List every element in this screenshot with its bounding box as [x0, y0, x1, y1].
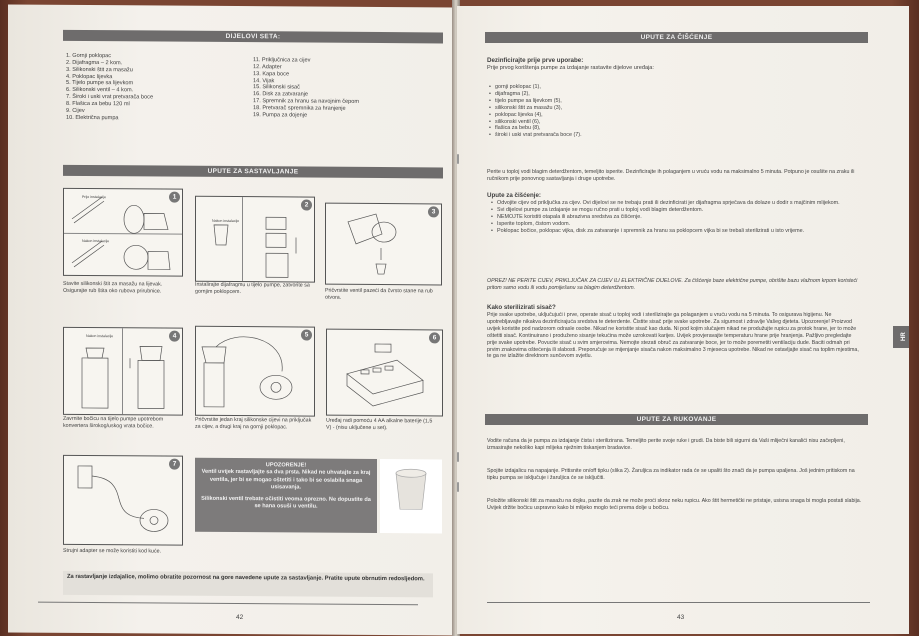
disinfect-intro: Prije prvog korištenja pumpe za izdajanje rastavite dijelove uređaja: — [487, 65, 654, 71]
binding-clip — [457, 452, 459, 462]
parts-list-item: 1. Gornji poklopac — [66, 52, 112, 60]
step-4-figure — [63, 327, 183, 416]
disinfect-list-item: • široki i uski vrat pretvarača boce (7). — [489, 132, 582, 139]
disinfect-list-item: • flašica za bebu (8), — [489, 125, 582, 132]
step-1-label-before: Prije instalacije — [82, 194, 106, 200]
wash-text: Perite u toploj vodi blagim deterdžentom, temeljito isperite. Dezinficirajte ih polaganjem u vruću vodu na maksimalno 5 minuta. Potpuno je osušite na zraku ili ručnikom prije ponovnog sastavljanja i druge upotrebe. — [487, 169, 855, 182]
parts-list-item: 12. Adapter — [253, 63, 282, 71]
left-page — [8, 4, 454, 635]
parts-list-item: 19. Pumpa za dojenje — [253, 111, 308, 119]
pump-body-diaphragm-icon — [196, 197, 314, 282]
step-1-text: Stavite silikonski štit za masažu na lijevak. Osigurajte rub štita oko rubova prirubnice. — [63, 280, 163, 295]
parts-header: DIJELOVI SETA: — [63, 30, 443, 44]
step-7-figure — [63, 455, 183, 546]
parts-list-item: 6. Silikonski ventil – 4 kom. — [66, 87, 134, 94]
use-paragraph-1: Vodite računa da je pumpa za izdajanje čista i sterilizirana. Temeljito perite svoje ruke i grudi. Da biste bili sigurni da Vaši mliječni kanalići nisu začepljeni, izmasirajte nekoliko kapi mlijeka nježnim tiskanjem bradavice. — [487, 438, 845, 451]
step-4-number: 4 — [169, 331, 180, 342]
step-5-number: 5 — [301, 329, 312, 340]
valve-photo — [380, 459, 442, 533]
sterilize-title: Kako sterilizirati sisač? — [487, 304, 556, 311]
assembly-header: UPUTE ZA SASTAVLJANJE — [63, 165, 443, 179]
step-3-number: 3 — [428, 206, 439, 217]
clean-list-item: • Svi dijelovi pumpe za izdajanje se mogu ručno prati u toploj vodi blagim deterdžentom. — [491, 207, 861, 214]
disinfect-list-item: • silikonski ventil (6), — [489, 119, 582, 126]
battery-compartment-icon — [327, 330, 442, 416]
disassembly-note: Za rastavljanje izdajalice, molimo obratite pozornost na gore navedene upute za sastavljanje. Pratite upute obrnutim redosljedom. — [63, 571, 433, 598]
silicone-valve-icon — [380, 459, 442, 533]
cleaning-header: UPUTE ZA ČIŠĆENJE — [485, 32, 868, 43]
clean-title: Upute za čišćenje: — [487, 192, 541, 199]
step-5-text: Pričvrstite jedan kraj silikonske cijevi na priključak za cijev, a drugi kraj na gornji poklopac. — [195, 416, 312, 431]
disinfect-list-item: • silikonski štit za masažu (3), — [489, 105, 582, 112]
right-page — [457, 6, 909, 634]
warning-paragraph-2: Silikonski ventil trebate očistiti veoma oprezno. Ne dopustite da se hana osuši u ventilu. — [201, 495, 371, 510]
use-header: UPUTE ZA RUKOVANJE — [485, 414, 868, 425]
footer-rule — [38, 602, 418, 606]
step-4-text: Zavrnite bočicu na tijelo pumpe upotrebom konvertera širokog/uskog vrata bočice. — [63, 415, 164, 430]
sterilize-text: Prije svake upotrebe, uključujući i prve, operate sisač u toploj vodi i sterilizirajte ga polaganjem u vruću vodu na 5 minuta. To osigurava higijenu. Ne upotrebljavajte nikakva dezinficirajuća sredstva te deterdente. Čistite sisač prije svake upotrebe. Za sigurnost i zdravlje Vašeg djeteta. Upozorenje! Proizvod uvijek koristite pod nadzorom odrasle osobe. Nikad ne koristite sisač kao duda. Ni pod kojim slučajem nikad ne produžujte rupicu za protok hrane, jer to može oštetiti sisač. Kontinuirano i produženo sisanje tekućina može uzrokovati karijes. Uvijek provjeravajte temperaturu hrane prije hranjenja. Pažljivo pregledajte prije svake upotrebe. Povucite sisač u svim smjerovima. Nemojte stezati obruč za zatvaranje boce, jer to može poremetiti ventilaciju dude. Baciti odmah pri prvim znakovima oštećenja ili slabosti. Preporučuje se mijenjanje sisača nakon maksimalno 3 mjeseca upotrebe. Nikad ne ostavljajte sisač na toplim mjestima, te ga ne izlažite direktnom sunčevom svjetlu. — [487, 312, 859, 360]
step-4-label: Nakon instalacije — [86, 333, 114, 339]
clean-list — [491, 200, 861, 235]
step-6-number: 6 — [429, 332, 440, 343]
disinfect-list-item: • gornji poklopac (1), — [489, 84, 582, 91]
disinfect-title: Dezinficirajte prije prve uporabe: — [487, 57, 584, 64]
clean-list-item: • NEMOJTE koristiti otapala ili abrazivna sredstva za čišćenje. — [491, 214, 861, 221]
caution-text: OPREZ! NE PERITE CIJEV, PRIKLJUČAK ZA CIJEV ILI ELEKTRIČNE DIJELOVE. Za čišćenje baze električne pumpe, obrišite bazu vlažnom krpom koristeći pritom samo vodu ili vodu pomiješanu sa blagim deterdžentom. — [487, 278, 858, 291]
disinfect-list-item: • dijafragma (2), — [489, 91, 582, 98]
parts-list-item: 15. Silikonski sisač — [253, 84, 300, 91]
disinfect-list-item: • poklopac lijevka (4), — [489, 112, 582, 119]
warning-box — [195, 458, 377, 533]
step-2-figure — [195, 196, 315, 283]
step-6-text: Uređaj radi pomoću 4 AA alkalne baterije (1,5 V) - (nisu uključene u set). — [326, 417, 433, 431]
parts-list-item: 16. Disk za zatvaranje — [253, 91, 309, 98]
clean-list-item: • Poklopac bočice, poklopac vijka, disk za zatvaranje i spremnik za hranu sa poklopcem vijka bi se trebali sterilizirati u isto vrijeme. — [491, 228, 861, 235]
parts-list-item: 14. Vijak — [253, 77, 275, 84]
step-7-number: 7 — [169, 459, 180, 470]
parts-list-item: 10. Električna pumpa — [66, 114, 119, 121]
parts-list-item: 3. Silikonski štit za masažu — [66, 66, 133, 74]
step-2-text: Instalirajte dijafragmu u tijelo pumpe, zatvorite sa gornjim poklopcem. — [195, 281, 310, 295]
binding-clip — [457, 482, 459, 492]
valve-icon — [326, 204, 441, 285]
parts-list-item: 2. Dijafragma – 2 kom. — [66, 59, 123, 67]
parts-list-item: 17. Spremnik za hranu sa navojnim čepom — [253, 98, 360, 105]
page-number-left: 42 — [236, 614, 244, 622]
parts-list-item: 8. Flašica za bebu 120 ml — [66, 100, 130, 108]
page-number-right: 43 — [677, 614, 685, 621]
step-3-figure — [325, 203, 442, 286]
step-2-number: 2 — [301, 199, 312, 210]
parts-list-item: 9. Cijev — [66, 107, 85, 114]
breast-pump-funnel-icon — [64, 189, 182, 276]
footer-rule — [487, 602, 870, 603]
binding-clip — [457, 154, 459, 164]
step-1-figure — [63, 188, 183, 277]
bottle-icon — [64, 328, 182, 415]
clean-list-item: • Isperite toplom, čistom vodom. — [491, 221, 861, 228]
step-2-label-1: Nakon instalacije — [212, 218, 240, 224]
parts-list-item: 13. Kapa boce — [253, 70, 290, 78]
language-tab: HR — [893, 326, 909, 348]
power-adapter-icon — [64, 456, 182, 545]
warning-paragraph-1: Ventil uvijek rastavljajte sa dva prsta. Nikad ne uhvatajte za kraj ventila, jer bi se mogao oštetiti i tako bi se oslabila snaga usisavanja. — [201, 469, 371, 491]
parts-list-item: 11. Priključnica za cijev — [253, 57, 311, 64]
parts-list-col2 — [253, 57, 359, 119]
clean-list-item: • Odvojite cijev od priključka za cijev. Ovi dijelovi se ne trebaju prati ili dezinficirati jer dijafragma sprječava da dolaze u dodir s majčinim mlijekom. — [491, 200, 861, 207]
use-paragraph-3: Položite silikonski štit za masažu na dojku, pazite da zrak ne može proći skroz neku rupicu. Ako štit hermetički ne pristaje, usisna snaga bi mogla postati slabija. Uvijek držite bočicu uspravno kako bi mlijeko moglo teći prema dolje u bočicu. — [487, 498, 862, 511]
step-1-number: 1 — [169, 192, 180, 203]
tube-connection-icon — [196, 327, 314, 416]
use-paragraph-2: Spojite izdajalicu na napajanje. Pritisnite on/off tipku (slika 2). Žaruljica za indikator rada će se upaliti što znači da je pumpa upaljena. Još jednim pritiskom na tipku pumpa se isključuje i žaruljica će se isključiti. — [487, 468, 855, 481]
parts-list-item: 18. Pretvarač spremnika za hranjenje — [253, 105, 346, 112]
parts-list-item: 7. Široki i uski vrat pretvarača boce — [66, 93, 154, 101]
step-7-text: Strujni adapter se može koristiti kod kuće. — [63, 547, 162, 555]
step-6-figure — [326, 329, 443, 417]
parts-list-item: 4. Poklopac lijevka — [66, 73, 113, 80]
parts-list-item: 5. Tijelo pumpe sa lijevkom — [66, 80, 134, 87]
disinfect-list-item: • tijelo pumpe sa lijevkom (5), — [489, 98, 582, 105]
warning-title: UPOZORENJE! — [265, 462, 307, 469]
disinfect-list — [489, 84, 582, 139]
parts-list-col1 — [66, 53, 153, 122]
step-3-text: Pričvrstite ventil pazeći da čvrsto stane na rub otvora. — [325, 287, 433, 301]
step-1-label-after: Nakon instalacije — [82, 238, 110, 244]
step-5-figure — [195, 326, 315, 417]
